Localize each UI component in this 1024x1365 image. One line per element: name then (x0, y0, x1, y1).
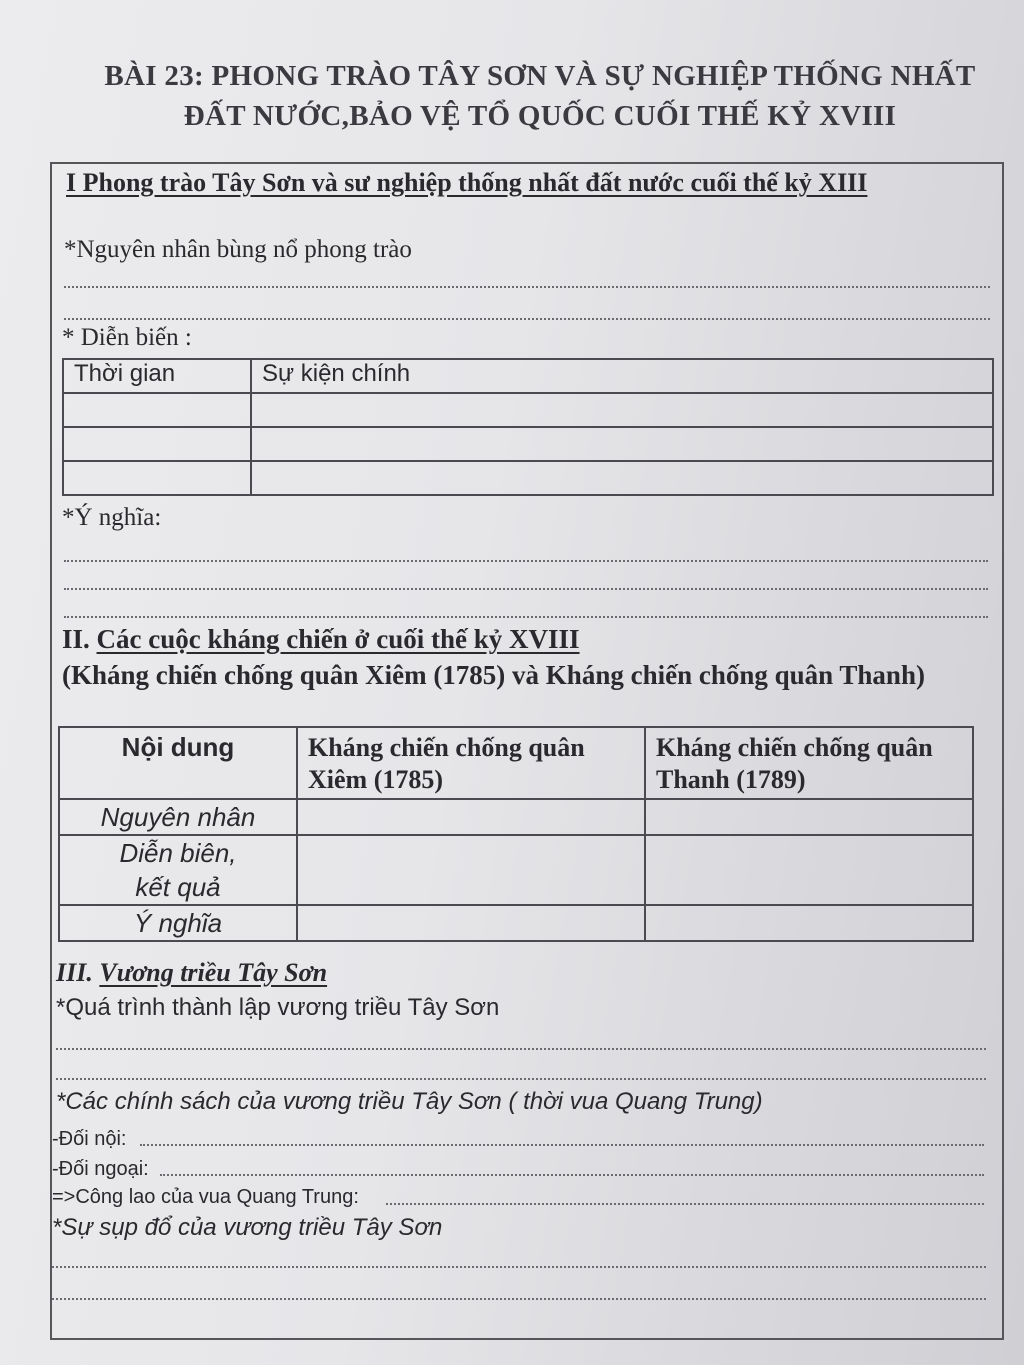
header-main-event: Sự kiện chính (251, 359, 993, 393)
policies-label: *Các chính sách của vương triều Tây Sơn ( thời vua Quang Trung) (56, 1088, 763, 1115)
answer-line (64, 318, 990, 320)
table-cell[interactable] (645, 905, 973, 941)
section-3-heading (56, 958, 327, 988)
table-cell[interactable] (297, 835, 645, 905)
header-time: Thời gian (63, 359, 251, 393)
answer-line (64, 560, 988, 562)
table-cell[interactable] (251, 427, 993, 461)
meaning-label: *Ý nghĩa: (62, 504, 162, 531)
merit-label: =>Công lao của vua Quang Trung: (52, 1186, 359, 1208)
domestic-label: -Đối nội: (52, 1128, 127, 1150)
answer-line (52, 1298, 986, 1300)
table-cell[interactable] (645, 799, 973, 835)
section-2-number: II. (62, 624, 90, 654)
row-label-meaning: Ý nghĩa (59, 905, 297, 941)
table-cell[interactable] (297, 905, 645, 941)
row-label-progress: Diễn biên, kết quả (59, 835, 297, 905)
answer-line (56, 1078, 986, 1080)
title-line-1: BÀI 23: PHONG TRÀO TÂY SƠN VÀ SỰ NGHIỆP THỐNG NHẤT (104, 60, 976, 92)
table-cell[interactable] (297, 799, 645, 835)
founding-label: *Quá trình thành lập vương triều Tây Sơn (56, 994, 500, 1021)
answer-line (52, 1266, 986, 1268)
progress-label: * Diễn biến : (62, 324, 192, 351)
cause-label: *Nguyên nhân bùng nổ phong trào (64, 236, 412, 263)
section-2-heading (62, 624, 580, 655)
table-cell[interactable] (63, 393, 251, 427)
table-cell[interactable] (63, 461, 251, 495)
answer-line (386, 1203, 984, 1205)
header-siam-resistance: Kháng chiến chống quân Xiêm (1785) (297, 727, 645, 799)
answer-line (64, 588, 988, 590)
table-cell[interactable] (251, 461, 993, 495)
answer-line (160, 1174, 984, 1176)
table-cell[interactable] (63, 427, 251, 461)
section-3-title: Vương triều Tây Sơn (99, 958, 328, 987)
row-label-cause: Nguyên nhân (59, 799, 297, 835)
title-line-2: ĐẤT NƯỚC,BẢO VỆ TỔ QUỐC CUỐI THẾ KỶ XVIII (183, 100, 897, 132)
section-1-heading: I Phong trào Tây Sơn và sư nghiệp thống nhất đất nước cuối thế kỷ XIII (66, 168, 868, 197)
section-2-subheading: (Kháng chiến chống quân Xiêm (1785) và Kháng chiến chống quân Thanh) (62, 660, 925, 690)
table-cell[interactable] (645, 835, 973, 905)
progress-table (62, 358, 994, 496)
foreign-label: -Đối ngoại: (52, 1158, 149, 1180)
header-content: Nội dung (59, 727, 297, 799)
answer-line (56, 1048, 986, 1050)
section-3-number: III. (56, 958, 93, 987)
resistance-table (58, 726, 974, 942)
collapse-label: *Sự sụp đổ của vương triều Tây Sơn (52, 1214, 443, 1241)
header-qing-resistance: Kháng chiến chống quân Thanh (1789) (645, 727, 973, 799)
answer-line (64, 616, 988, 618)
table-cell[interactable] (251, 393, 993, 427)
answer-line (140, 1144, 984, 1146)
answer-line (64, 286, 990, 288)
section-2-title: Các cuộc kháng chiến ở cuối thế kỷ XVIII (96, 624, 580, 654)
